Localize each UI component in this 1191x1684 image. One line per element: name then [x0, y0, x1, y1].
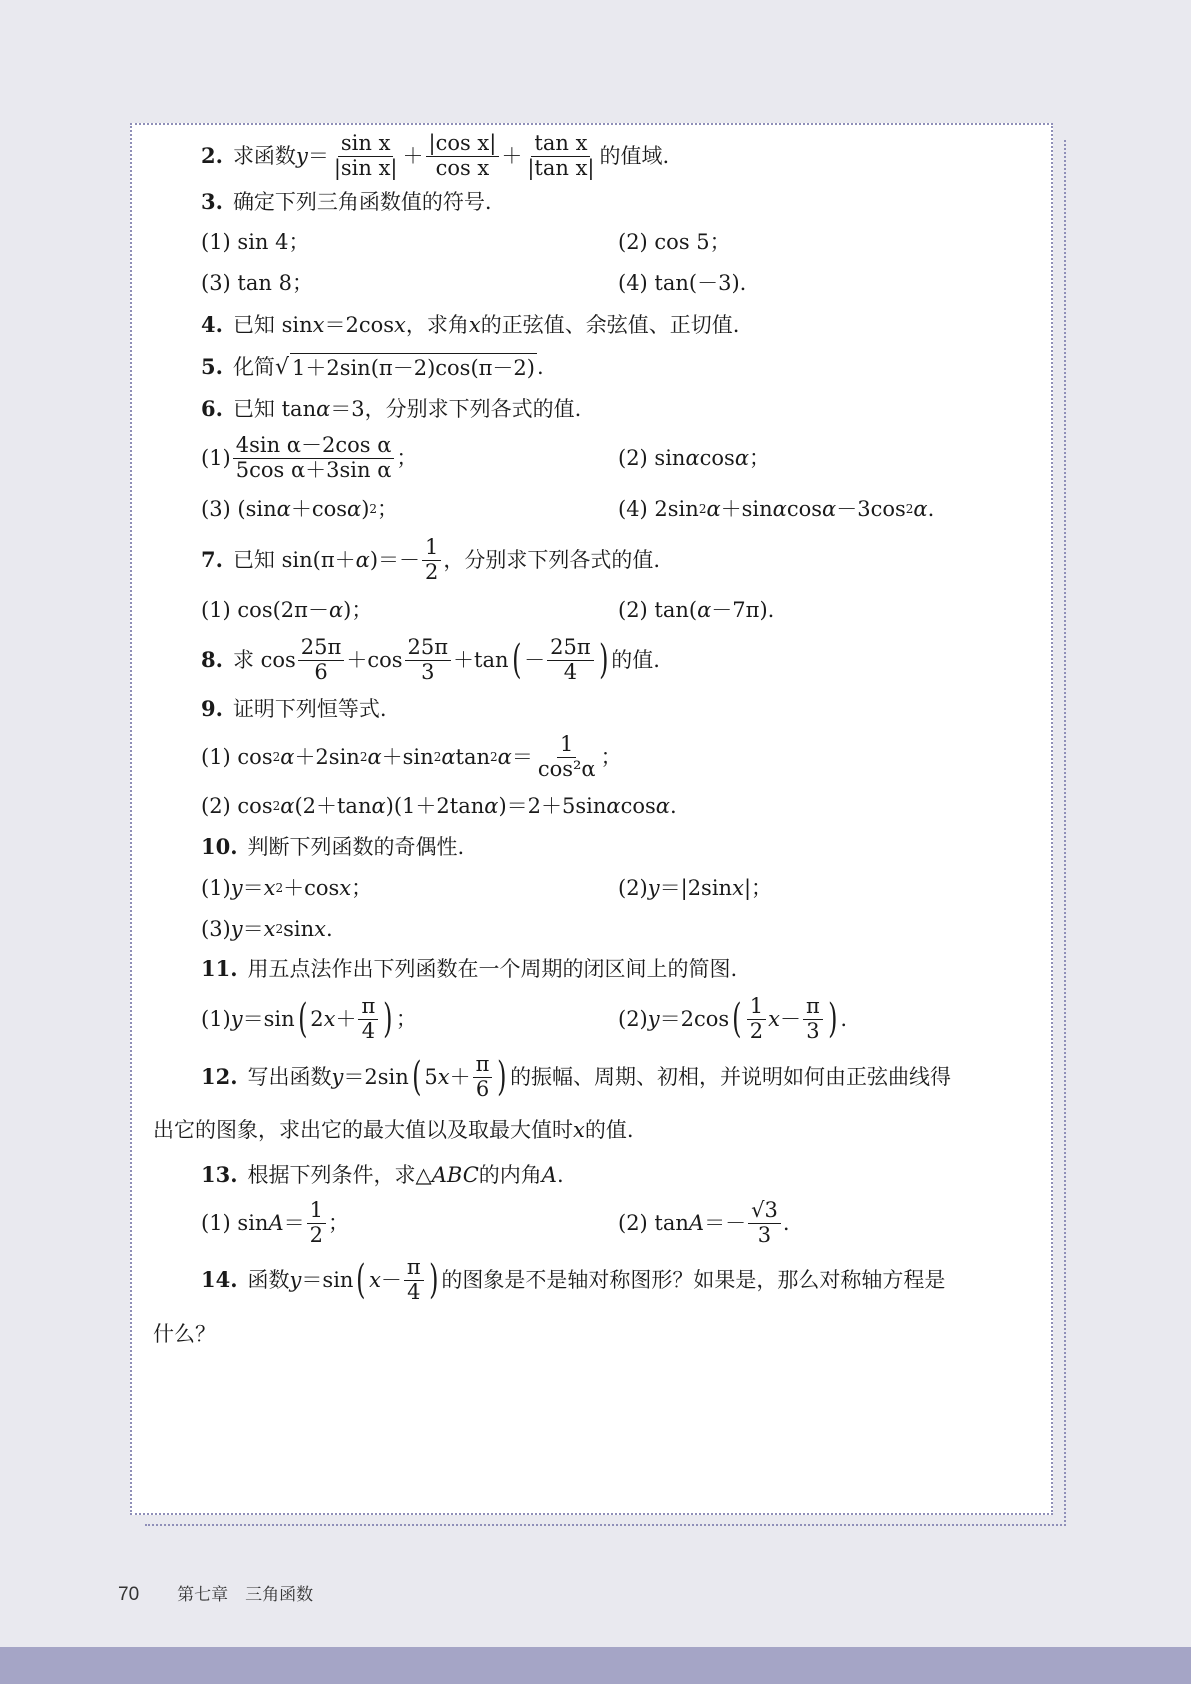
math-variable: x — [369, 1267, 381, 1292]
numerator: 4sin α－2cos α — [233, 434, 395, 458]
exercise-line — [153, 1105, 1033, 1155]
denominator: 5cos α＋3sin α — [235, 457, 392, 482]
second-column-item — [618, 228, 731, 256]
exercise-line — [153, 909, 1033, 949]
text: 求 cos — [232, 647, 296, 672]
numerator: π — [404, 1256, 424, 1280]
math-variable: x — [768, 1006, 780, 1031]
exercise-line — [153, 589, 1033, 631]
text: ； — [351, 875, 373, 900]
denominator: 4 — [407, 1279, 421, 1304]
fraction — [404, 1256, 424, 1303]
page-number: 70 — [118, 1584, 140, 1605]
second-column-item — [618, 596, 774, 624]
math-variable: α — [685, 445, 700, 470]
math-variable: α — [355, 547, 370, 572]
exercise-line — [153, 304, 1033, 346]
text: 出它的图象，求出它的最大值以及取最大值时 — [153, 1117, 573, 1142]
numerator: sin x — [338, 132, 394, 156]
denominator: 2 — [749, 1018, 764, 1043]
fraction — [803, 995, 823, 1042]
denominator: 6 — [475, 1076, 490, 1101]
numerator: 1 — [422, 536, 441, 560]
math-variable: α — [772, 496, 787, 521]
numerator: π — [803, 995, 823, 1019]
text: ＝2sin — [343, 1064, 409, 1089]
superscript: 2 — [359, 749, 368, 764]
superscript: 2 — [275, 921, 284, 936]
second-column-item — [618, 495, 934, 523]
math-variable: y — [295, 143, 308, 168]
large-paren: ) — [383, 996, 393, 1042]
math-variable: α — [484, 793, 499, 818]
second-column-item — [618, 995, 847, 1042]
text: ； — [328, 1210, 349, 1235]
numerator: |cos x| — [426, 132, 500, 156]
denominator: 4 — [361, 1018, 376, 1043]
exercise-line — [153, 346, 1033, 389]
text: )＝2＋5sin — [498, 793, 607, 818]
text: (1) cos(2π－ — [201, 597, 329, 622]
math-variable: y — [647, 875, 660, 900]
problem-number: 4. — [201, 311, 223, 337]
math-variable: A — [688, 1210, 705, 1235]
denominator: 3 — [806, 1018, 820, 1043]
text: cos — [620, 793, 656, 818]
problem-number: 10. — [201, 833, 238, 859]
text: 已知 sin(π＋ — [232, 547, 356, 572]
text: 根据下列条件，求△ — [247, 1162, 432, 1187]
math-variable: ABC — [431, 1162, 479, 1187]
math-variable: α — [441, 744, 456, 769]
exercise-line — [153, 531, 1033, 589]
problem-number: 7. — [201, 546, 223, 572]
text: 什么？ — [153, 1321, 216, 1346]
problem-number: 13. — [201, 1161, 238, 1187]
text: 的图象是不是轴对称图形？如果是，那么对称轴方程是 — [441, 1267, 946, 1292]
text: . — [669, 793, 677, 818]
text: － — [780, 1006, 801, 1031]
text: 确定下列三角函数值的符号. — [232, 189, 492, 214]
text: ＝ — [242, 875, 264, 900]
second-column-item — [618, 444, 770, 472]
text: . — [782, 1210, 790, 1235]
denominator: |tan x| — [527, 155, 595, 180]
text: (1) cos — [201, 744, 273, 769]
numerator: 1 — [557, 733, 576, 757]
math-variable: x — [394, 312, 406, 337]
second-column-item — [618, 1199, 790, 1246]
text: ＝|2sin — [659, 875, 733, 900]
math-variable: α — [734, 445, 750, 470]
text: 的值. — [584, 1117, 634, 1142]
text: －7π). — [711, 597, 775, 622]
text: (4) 2sin — [618, 496, 699, 521]
denominator: cos x — [435, 155, 490, 180]
text: sin — [283, 916, 315, 941]
text: 的内角 — [478, 1162, 542, 1187]
text: (4) tan(－3). — [618, 271, 747, 296]
math-variable: x — [732, 875, 744, 900]
fraction — [748, 1199, 781, 1246]
math-variable: α — [822, 496, 837, 521]
math-variable: x — [323, 1006, 336, 1031]
math-variable: α — [347, 496, 362, 521]
text: ＋sin — [381, 744, 434, 769]
text: ＝ — [307, 143, 329, 168]
text: 写出函数 — [247, 1064, 332, 1089]
text: ＋ — [335, 1006, 357, 1031]
text: )； — [343, 597, 373, 622]
math-variable: y — [331, 1064, 344, 1089]
math-variable: x — [437, 1064, 450, 1089]
text: 的振幅、周期、初相，并说明如何由正弦曲线得 — [510, 1064, 952, 1089]
numerator: 25π — [547, 636, 594, 660]
text: . — [537, 355, 544, 380]
text: ＝2cos — [324, 312, 395, 337]
card-border-right — [1053, 140, 1066, 1526]
fraction — [547, 636, 594, 683]
text: ＋sin — [720, 496, 773, 521]
numerator: 25π — [405, 636, 452, 660]
text: － — [380, 1267, 402, 1292]
text: (1) sin — [201, 1210, 269, 1235]
superscript: 2 — [698, 501, 707, 516]
text: 2 — [310, 1006, 324, 1031]
text: ＋tan — [453, 647, 509, 672]
square-root — [275, 353, 537, 383]
text: (3) tan 8； — [201, 271, 313, 296]
math-variable: α — [316, 396, 331, 421]
text: . — [927, 496, 935, 521]
fraction — [422, 536, 441, 583]
text: (2) sin — [618, 445, 686, 470]
denominator: 3 — [757, 1222, 772, 1247]
text: cos — [699, 445, 735, 470]
fraction — [524, 132, 597, 179]
denominator: 3 — [421, 659, 435, 684]
text: (1) — [201, 875, 231, 900]
text: ＝2cos — [659, 1006, 730, 1031]
math-variable: x — [314, 916, 326, 941]
text: ＝ — [511, 744, 533, 769]
exercise-line — [153, 1195, 1033, 1251]
exercise-line — [153, 689, 1033, 729]
denominator: 2 — [425, 559, 439, 584]
text: (2) — [618, 875, 648, 900]
exercise-line — [153, 729, 1033, 785]
denominator: 4 — [563, 659, 578, 684]
text: ，求角 — [405, 312, 469, 337]
text: －3cos — [836, 496, 906, 521]
exercise-line — [153, 222, 1033, 263]
fraction — [358, 995, 378, 1042]
text: ； — [395, 1006, 417, 1031]
large-paren: ( — [511, 637, 522, 683]
math-variable: y — [289, 1267, 302, 1292]
text: )＝－ — [369, 547, 421, 572]
exercise-line — [153, 389, 1033, 429]
math-variable: α — [367, 744, 382, 769]
text: ＝－ — [704, 1210, 747, 1235]
math-variable: y — [230, 875, 243, 900]
math-variable: α — [497, 744, 512, 769]
math-variable: α — [276, 496, 291, 521]
text: (2) tan( — [618, 597, 698, 622]
exercise-line — [153, 1309, 1033, 1359]
large-paren: ) — [428, 1257, 439, 1303]
text: ； — [377, 496, 399, 521]
superscript: 2 — [369, 501, 378, 516]
chapter-title: 第七章 三角函数 — [177, 1585, 314, 1605]
text: (1) — [201, 1006, 231, 1031]
problem-number: 9. — [201, 695, 223, 721]
numerator: 1 — [307, 1199, 326, 1223]
text: ＝sin — [301, 1267, 354, 1292]
exercise-line — [153, 949, 1033, 989]
math-variable: α — [606, 793, 621, 818]
text: ； — [396, 445, 418, 470]
fraction — [331, 132, 401, 179]
exercise-line — [153, 487, 1033, 531]
numerator: π — [358, 995, 378, 1019]
numerator: 1 — [747, 995, 766, 1019]
bottom-bar — [0, 1647, 1191, 1684]
denominator: 6 — [314, 659, 328, 684]
numerator: √3 — [748, 1199, 781, 1223]
text: ＋ — [501, 143, 523, 168]
text: ＝ — [242, 916, 264, 941]
superscript: 2 — [272, 749, 281, 764]
exercise-line — [153, 263, 1033, 304]
text: )(1＋2tan — [385, 793, 485, 818]
fraction — [426, 132, 500, 179]
text: ； — [600, 744, 622, 769]
denominator: 2 — [309, 1222, 323, 1247]
text: |； — [743, 875, 773, 900]
text: 函数 — [247, 1267, 290, 1292]
text: (2) — [618, 1006, 648, 1031]
math-variable: α — [280, 793, 295, 818]
fraction — [473, 1053, 493, 1100]
text: 求函数 — [232, 143, 296, 168]
exercise-line — [153, 785, 1033, 827]
problem-number: 6. — [201, 395, 223, 421]
problem-number: 14. — [201, 1266, 238, 1292]
large-paren: ( — [732, 996, 742, 1042]
text: (2) tan — [618, 1210, 689, 1235]
text: . — [325, 916, 333, 941]
text: 证明下列恒等式. — [232, 696, 387, 721]
exercise-line — [153, 1155, 1033, 1195]
denominator: cos²α — [537, 756, 596, 781]
exercise-line — [153, 130, 1033, 182]
problem-number: 11. — [201, 955, 238, 981]
superscript: 2 — [490, 749, 498, 764]
radical-sign: √ — [274, 354, 289, 380]
math-variable: A — [268, 1210, 284, 1235]
second-column-item — [618, 874, 772, 902]
fraction — [405, 636, 452, 683]
text: tan — [455, 744, 490, 769]
large-paren: ( — [411, 1054, 422, 1100]
large-paren: ) — [497, 1054, 507, 1100]
large-paren: ) — [827, 996, 838, 1042]
numerator: π — [473, 1053, 493, 1077]
text: ； — [749, 445, 771, 470]
exercise-list — [153, 130, 1033, 1359]
math-variable: x — [339, 875, 352, 900]
fraction — [233, 434, 395, 481]
text: ＋cos — [283, 875, 340, 900]
superscript: 2 — [275, 880, 284, 895]
fraction — [747, 995, 766, 1042]
problem-number: 12. — [201, 1063, 238, 1089]
card-border-bottom — [145, 1515, 1066, 1526]
superscript: 2 — [272, 798, 281, 813]
fraction — [298, 636, 345, 683]
exercise-line — [153, 827, 1033, 867]
math-variable: α — [913, 496, 928, 521]
text: . — [840, 1006, 848, 1031]
text: (2＋tan — [294, 793, 372, 818]
exercise-line — [153, 182, 1033, 222]
text: 的值域. — [599, 143, 670, 168]
text: cos — [786, 496, 823, 521]
text: 的值. — [611, 647, 660, 672]
numerator: tan x — [531, 132, 590, 156]
exercise-line — [153, 867, 1033, 909]
math-variable: x — [263, 916, 276, 941]
fraction — [307, 1199, 326, 1246]
math-variable: α — [655, 793, 670, 818]
text: 5 — [424, 1064, 438, 1089]
exercise-line — [153, 429, 1033, 487]
numerator: 25π — [298, 636, 345, 660]
math-variable: x — [263, 875, 276, 900]
math-variable: y — [647, 1006, 660, 1031]
math-variable: y — [230, 916, 243, 941]
exercise-line — [153, 1049, 1033, 1105]
exercise-line — [153, 631, 1033, 689]
text: 的正弦值、余弦值、正切值. — [480, 312, 740, 337]
math-variable: α — [706, 496, 721, 521]
text: ＋cos — [346, 647, 403, 672]
large-paren: ) — [598, 637, 609, 683]
text: 已知 tan — [232, 396, 317, 421]
text: ＝sin — [242, 1006, 295, 1031]
text: － — [524, 647, 546, 672]
denominator: |sin x| — [333, 155, 398, 180]
math-variable: A — [541, 1162, 557, 1187]
text: ＋2sin — [294, 744, 360, 769]
math-variable: x — [468, 312, 481, 337]
text: 已知 sin — [232, 312, 313, 337]
exercise-line — [153, 989, 1033, 1049]
math-variable: α — [697, 597, 712, 622]
exercise-line — [153, 1251, 1033, 1309]
fraction — [535, 733, 599, 780]
text: ＝3，分别求下列各式的值. — [330, 396, 582, 421]
text: (3) (sin — [201, 496, 277, 521]
text: ＝ — [283, 1210, 305, 1235]
second-column-item — [618, 269, 746, 297]
large-paren: ( — [356, 1257, 366, 1303]
text: 判断下列函数的奇偶性. — [247, 834, 465, 859]
text: (1) sin 4； — [201, 230, 310, 255]
text: ＋ — [449, 1064, 471, 1089]
math-variable: α — [328, 597, 344, 622]
text: ，分别求下列各式的值. — [443, 547, 661, 572]
math-variable: x — [573, 1117, 585, 1142]
problem-number: 5. — [201, 354, 223, 380]
text: (3) — [201, 916, 231, 941]
superscript: 2 — [905, 501, 914, 516]
math-variable: α — [371, 793, 386, 818]
text: (2) cos 5； — [618, 230, 731, 255]
problem-number: 8. — [201, 646, 223, 672]
text: ＋ — [402, 143, 424, 168]
page-footer — [118, 1580, 313, 1606]
superscript: 2 — [433, 749, 442, 764]
math-variable: y — [230, 1006, 243, 1031]
radicand: 1＋2sin(π－2)cos(π－2) — [290, 353, 537, 382]
text: ＋cos — [290, 496, 348, 521]
text: 用五点法作出下列函数在一个周期的闭区间上的简图. — [247, 956, 738, 981]
problem-number: 3. — [201, 188, 223, 214]
math-variable: x — [312, 312, 325, 337]
math-variable: α — [280, 744, 295, 769]
text: ) — [361, 496, 370, 521]
text: 化简 — [232, 355, 275, 380]
text: (2) cos — [201, 793, 273, 818]
text: . — [556, 1162, 564, 1187]
problem-number: 2. — [201, 142, 223, 168]
large-paren: ( — [297, 996, 308, 1042]
text: (1) — [201, 445, 231, 470]
